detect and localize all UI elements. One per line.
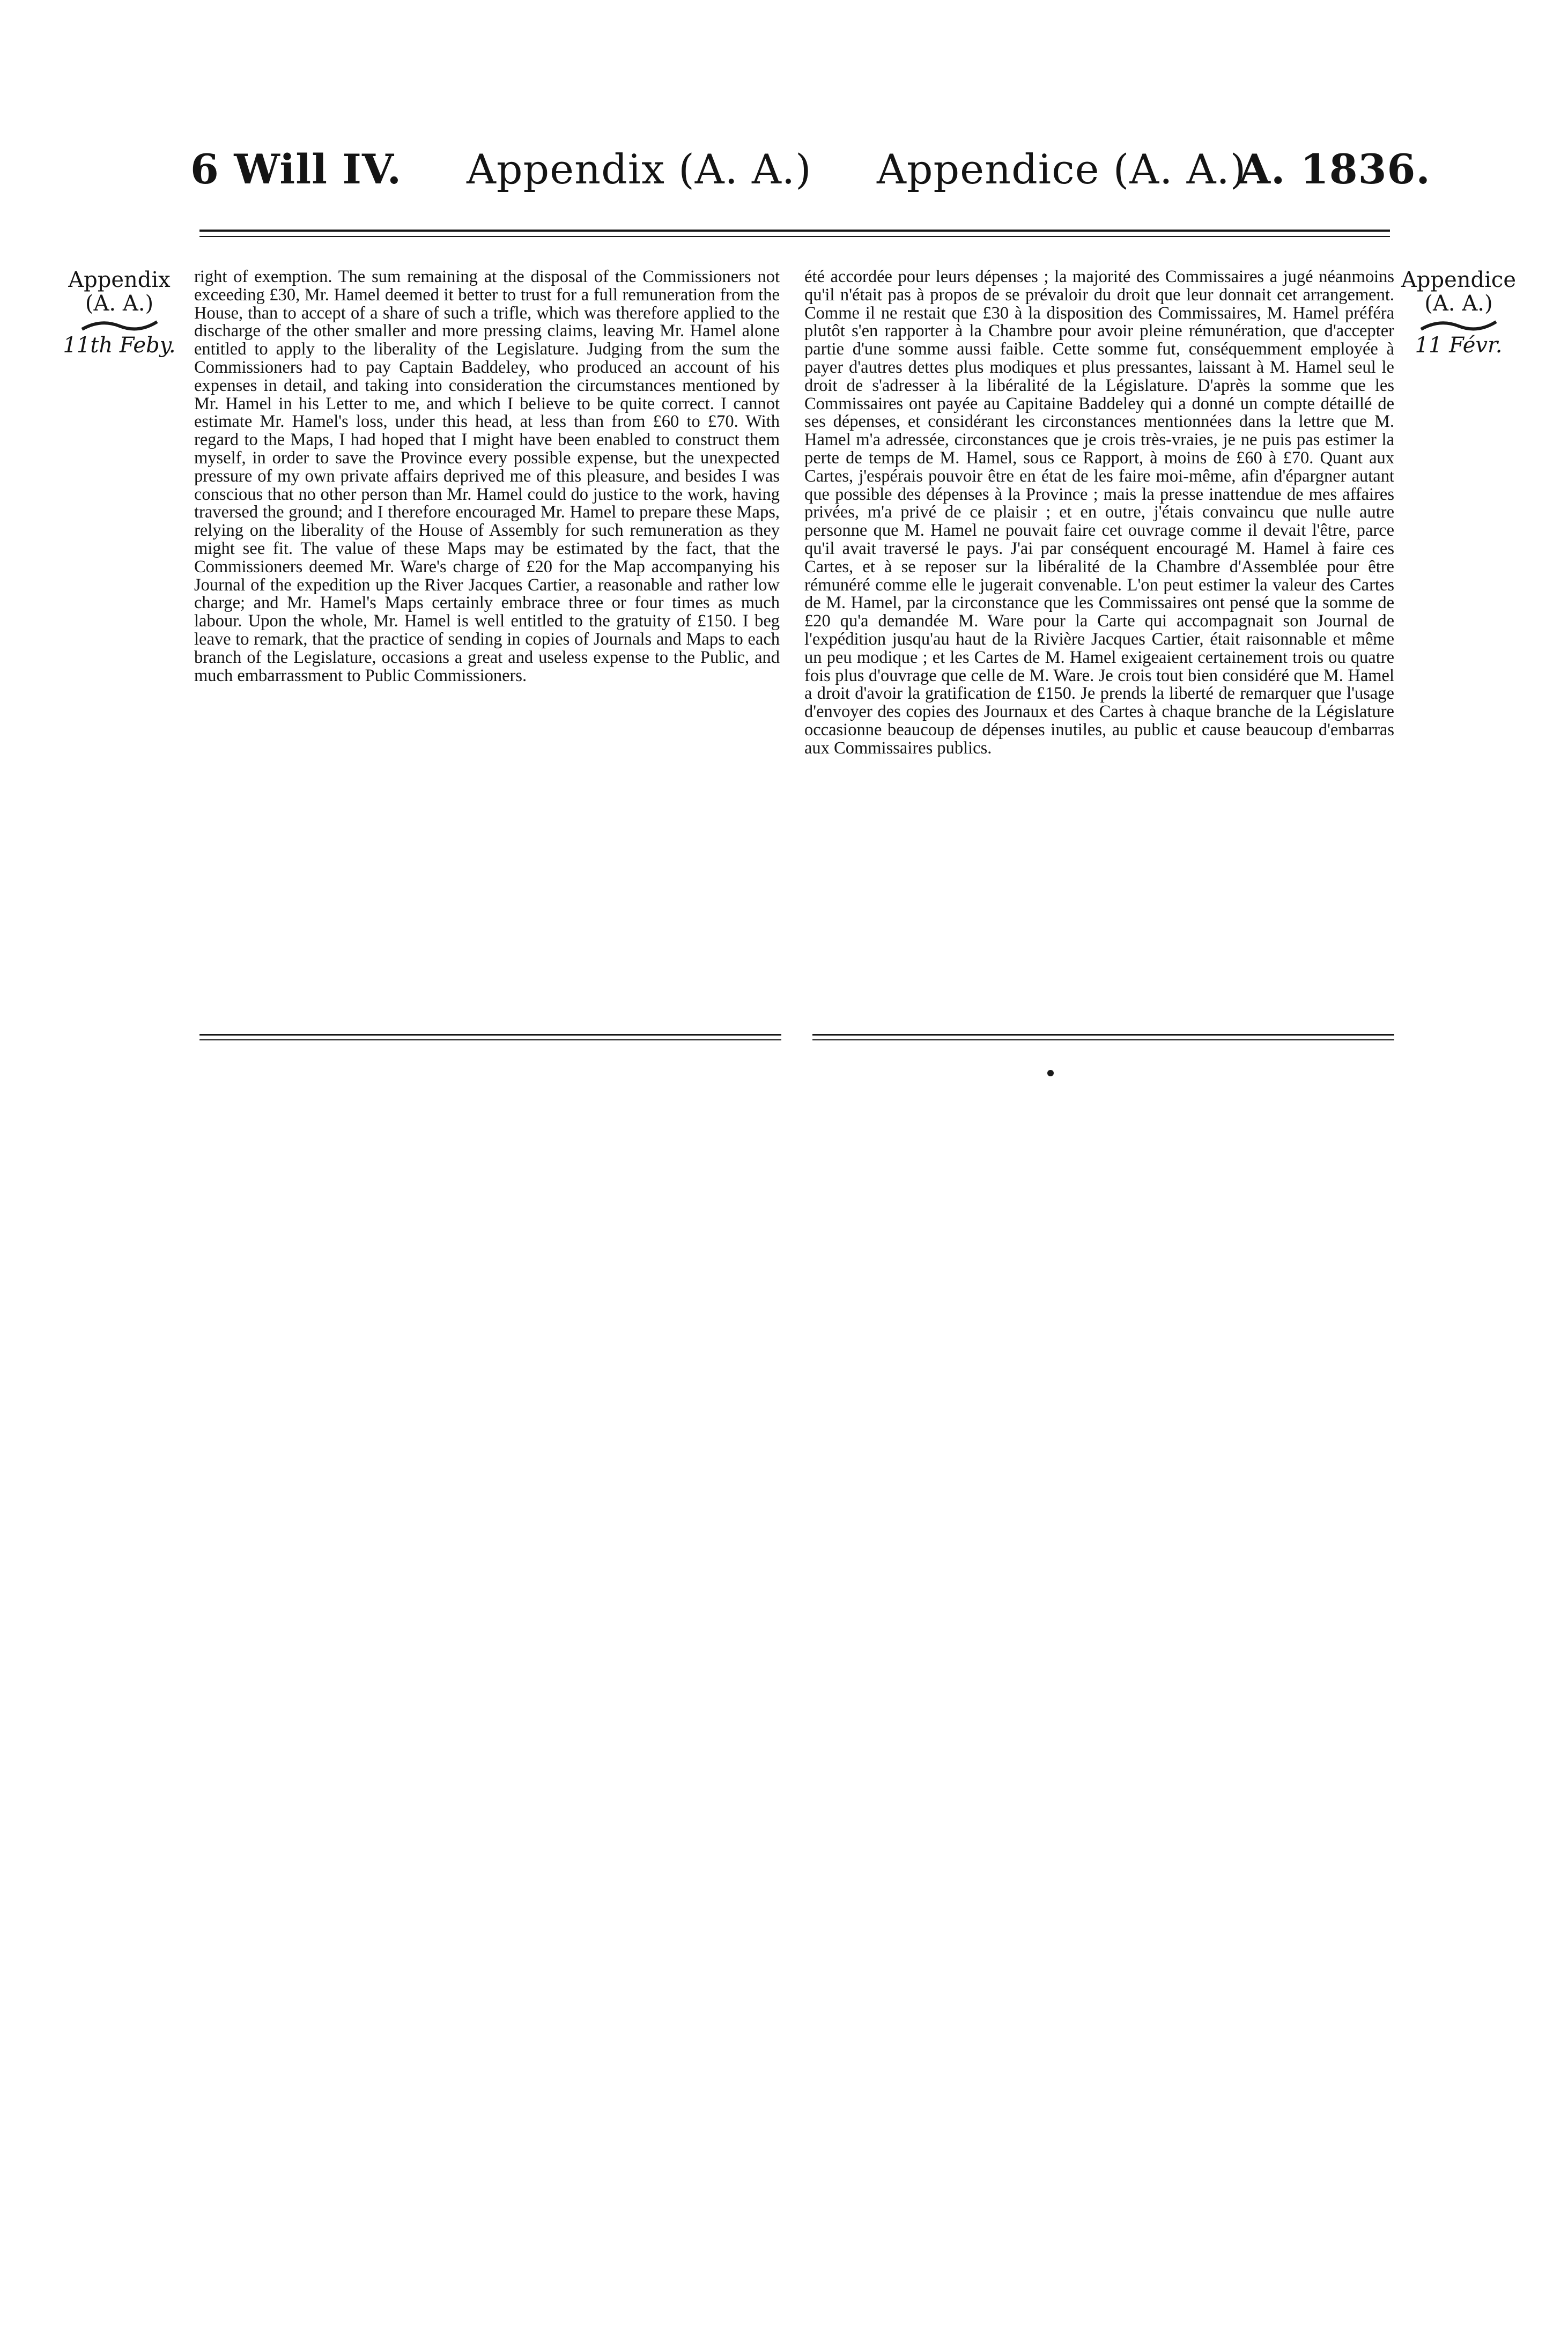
footer-rule-french-top	[812, 1034, 1394, 1036]
header-year: A. 1836.	[1239, 145, 1431, 193]
margin-note-french-line1: Appendice	[1401, 268, 1516, 292]
footer-rule-english-top	[199, 1034, 781, 1036]
footer-rule-french-bottom	[812, 1039, 1394, 1040]
margin-note-french-date: 11 Févr.	[1415, 333, 1503, 358]
header-appendix-french: Appendice (A. A.)	[877, 145, 1247, 193]
header-appendix-english: Appendix (A. A.)	[467, 145, 812, 193]
body-column-english: right of exemption. The sum remaining at the disposal of the Commissioners not exceeding £30, Mr. Hamel deemed it better to trust for a full remuneration from the House, than to accept of a share of such a trifle, which was therefore applied to the discharge of the other smaller and more pressing claims, leaving Mr. Hamel alone entitled to apply to the liberality of the Legislature. Judging from the sum the Commissioners had to pay Captain Baddeley, who produced an account of his expenses in detail, and taking into consideration the circumstances mentioned by Mr. Hamel in his Letter to me, and which I believe to be quite correct. I cannot estimate Mr. Hamel's loss, under this head, at less than from £60 to £70. With regard to the Maps, I had hoped that I might have been enabled to construct them myself, in order to save the Province every possible expense, but the unexpected pressure of my own private affairs deprived me of this pleasure, and besides I was conscious that no other person than Mr. Hamel could do justice to the work, having traversed the ground; and I therefore encouraged Mr. Hamel to prepare these Maps, relying on the liberality of the House of Assembly for such remuneration as they might see fit. The value of these Maps may be estimated by the fact, that the Commissioners deemed Mr. Ware's charge of £20 for the Map accompanying his Journal of the expedition up the River Jacques Cartier, a reasonable and rather low charge; and Mr. Hamel's Maps certainly embrace three or four times as much labour. Upon the whole, Mr. Hamel is well entitled to the gratuity of £150. I beg leave to remark, that the practice of sending in copies of Journals and Maps to each branch of the Legislature, occasions a great and useless expense to the Public, and much embarrassment to Public Commissioners.	[194, 267, 780, 685]
footer-dot	[1047, 1070, 1054, 1076]
margin-flourish-icon	[1418, 317, 1499, 332]
margin-note-english	[59, 268, 180, 357]
margin-note-french	[1394, 268, 1523, 357]
margin-note-english-line2: (A. A.)	[85, 291, 154, 316]
header-session: 6 Will IV.	[190, 145, 402, 193]
margin-note-english-date: 11th Feby.	[63, 333, 176, 358]
body-column-french: été accordée pour leurs dépenses ; la majorité des Commissaires a jugé néanmoins qu'il n'était pas à propos de se prévaloir du droit que leur donnait cet arrangement. Comme il ne restait que £30 à la disposition des Commissaires, M. Hamel préféra plutôt s'en rapporter à la Chambre pour avoir pleine rémunération, que d'accepter partie d'une somme aussi faible. Cette somme fut, conséquemment employée à payer d'autres dettes plus modiques et plus pressantes, laissant à M. Hamel seul le droit de s'adresser à la libéralité de la Législature. D'après la somme que les Commissaires ont payée au Capitaine Baddeley qui a donné un compte détaillé de ses dépenses, et considérant les circonstances mentionnées dans la lettre que M. Hamel m'a adressée, circonstances que je crois très-vraies, je ne puis pas estimer la perte de temps de M. Hamel, sous ce Rapport, à moins de £60 à £70. Quant aux Cartes, j'espérais pouvoir être en état de les faire moi-même, afin d'épargner autant que possible des dépenses à la Province ; mais la presse inattendue de mes affaires privées, m'a privé de ce plaisir ; et en outre, j'étais convaincu que nulle autre personne que M. Hamel ne pouvait faire cet ouvrage comme il devait l'être, parce qu'il avait traversé le pays. J'ai par conséquent encouragé M. Hamel à faire ces Cartes, et à se reposer sur la libéralité de la Chambre d'Assemblée pour être rémunéré comme elle le jugerait convenable. L'on peut estimer la valeur des Cartes de M. Hamel, par la circonstance que les Commissaires ont pensé que la somme de £20 qu'a demandée M. Ware pour la Carte qui accompagnait son Journal de l'expédition jusqu'au haut de la Rivière Jacques Cartier, était raisonnable et même un peu modique ; et les Cartes de M. Hamel exigeaient certainement trois ou quatre fois plus d'ouvrage que celle de M. Ware. Je crois tout bien considéré que M. Hamel a droit d'avoir la gratification de £150. Je prends la liberté de remarquer que l'usage d'envoyer des copies des Journaux et des Cartes à chaque branche de la Législature occasionne beaucoup de dépenses inutiles, au public et cause beaucoup d'embarras aux Commissaires publics.	[804, 267, 1394, 758]
margin-note-french-line2: (A. A.)	[1424, 291, 1493, 316]
header-rule-bottom	[199, 236, 1390, 237]
footer-rule-english-bottom	[199, 1039, 781, 1040]
header-rule-top	[199, 230, 1390, 232]
margin-note-english-line1: Appendix	[68, 268, 171, 292]
margin-flourish-icon	[79, 317, 160, 332]
